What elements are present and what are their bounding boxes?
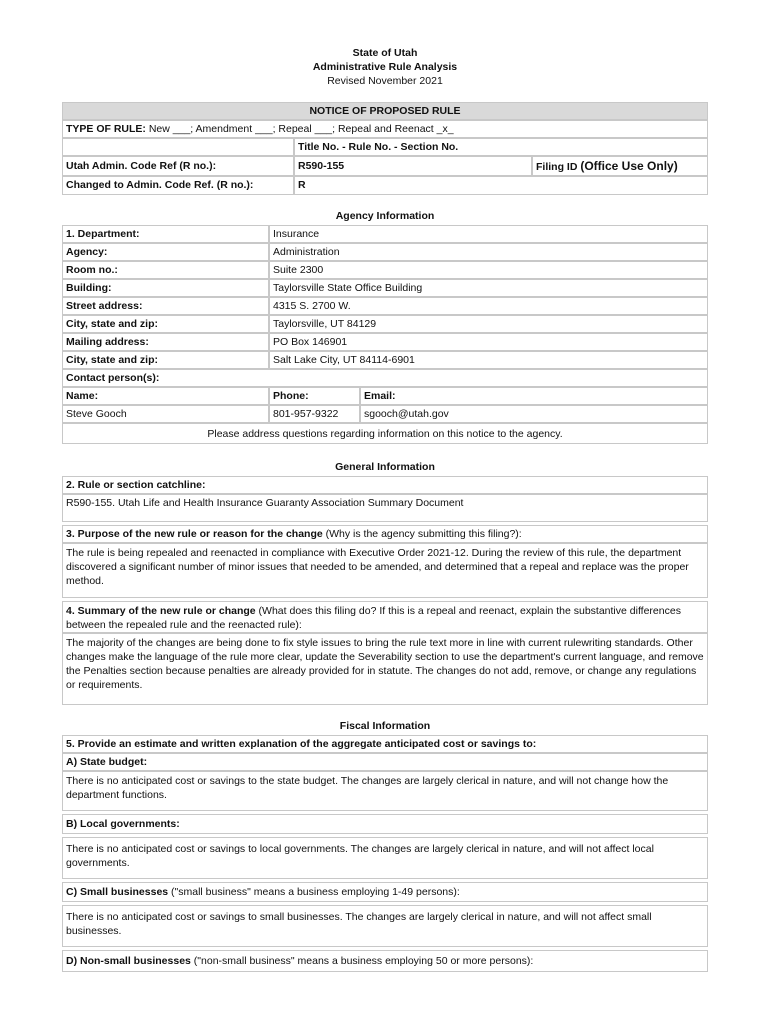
code-ref-value[interactable]: R590-155 [294,156,532,176]
general-section-title: General Information [335,461,435,473]
agency-value: Insurance [269,225,708,243]
contact-email[interactable]: sgooch@utah.gov [360,405,708,423]
code-ref-label: Utah Admin. Code Ref (R no.): [62,156,294,176]
changed-ref-value[interactable]: R [294,176,708,195]
agency-label: Building: [62,279,269,297]
agency-value: PO Box 146901 [269,333,708,351]
catchline-answer: R590-155. Utah Life and Health Insurance Guaranty Association Summary Document [62,494,708,522]
agency-label: City, state and zip: [62,315,269,333]
local-gov-label: B) Local governments: [62,814,708,834]
notice-title: NOTICE OF PROPOSED RULE [62,102,708,120]
filing-id-label: Filing ID [536,161,578,173]
agency-label: Room no.: [62,261,269,279]
fiscal-section-title: Fiscal Information [339,720,431,732]
agency-label: City, state and zip: [62,351,269,369]
name-header: Name: [62,387,269,405]
title-no-label: Title No. - Rule No. - Section No. [294,138,708,156]
agency-label: 1. Department: [62,225,269,243]
contact-phone: 801-957-9322 [269,405,360,423]
form-title: Administrative Rule Analysis [312,61,458,73]
summary-hint: (What does this filing do? If this is a repeal and reenact, explain the substantive differences between the repealed rule and the reenacted rule): [66,605,681,631]
agency-value: Suite 2300 [269,261,708,279]
small-business-question [62,882,708,902]
estimate-question: 5. Provide an estimate and written explanation of the aggregate anticipated cost or savings to: [62,735,708,753]
purpose-hint: (Why is the agency submitting this filing?): [322,528,522,540]
rule-type-row [62,120,708,138]
changed-ref-label: Changed to Admin. Code Ref. (R no.): [62,176,294,195]
small-business-label: C) Small businesses [66,886,169,898]
agency-value: Taylorsville State Office Building [269,279,708,297]
state-budget-label: A) State budget: [62,753,708,771]
agency-value: 4315 S. 2700 W. [269,297,708,315]
phone-header: Phone: [269,387,360,405]
state-title: State of Utah [352,47,418,59]
rule-type-label: TYPE OF RULE: [66,123,146,135]
summary-label: 4. Summary of the new rule or change [66,605,256,617]
blank-cell [62,138,294,156]
local-gov-answer: There is no anticipated cost or savings to local governments. The changes are largely clerical in nature, and will not affect local governments. [62,837,708,879]
small-business-hint: ("small business" means a business employing 1-49 persons): [168,886,460,898]
agency-label: Agency: [62,243,269,261]
purpose-answer: The rule is being repealed and reenacted in compliance with Executive Order 2021-12. During the review of this rule, the department discovered a significant number of minor issues that needed to be amended, and determined that a repeal and replace was the proper method. [62,543,708,598]
agency-label: Mailing address: [62,333,269,351]
summary-question [62,601,708,633]
agency-value: Salt Lake City, UT 84114-6901 [269,351,708,369]
contact-label: Contact person(s): [62,369,708,387]
filing-id-cell [532,156,708,176]
state-budget-answer: There is no anticipated cost or savings to the state budget. The changes are largely clerical in nature, and will not change how the department functions. [62,771,708,811]
summary-answer: The majority of the changes are being done to fix style issues to bring the rule text more in line with current rulewriting standards. Other changes make the language of the rule more clear, update the Severability section to use the department's current language, and remove the Penalties section because penalties are already provided for in statute. The changes do not add, remove, or change any regulations or requirements. [62,633,708,705]
non-small-business-hint: ("non-small business" means a business employing 50 or more persons): [190,955,534,967]
agency-value: Taylorsville, UT 84129 [269,315,708,333]
agency-value: Administration [269,243,708,261]
agency-label: Street address: [62,297,269,315]
catchline-label: 2. Rule or section catchline: [62,476,708,494]
contact-name: Steve Gooch [62,405,269,423]
agency-section-title: Agency Information [335,210,435,222]
filing-id-note: (Office Use Only) [580,159,678,173]
small-business-answer: There is no anticipated cost or savings to small businesses. The changes are largely clerical in nature, and will not affect small businesses. [62,905,708,947]
revision-date: Revised November 2021 [327,75,443,87]
non-small-business-question [62,950,708,972]
email-header: Email: [360,387,708,405]
rule-type-value: New ___; Amendment ___; Repeal ___; Repeal and Reenact _x_ [145,123,454,135]
purpose-question [62,525,708,543]
agency-note: Please address questions regarding information on this notice to the agency. [62,423,708,444]
purpose-label: 3. Purpose of the new rule or reason for the change [66,528,323,540]
non-small-business-label: D) Non-small businesses [66,955,191,967]
